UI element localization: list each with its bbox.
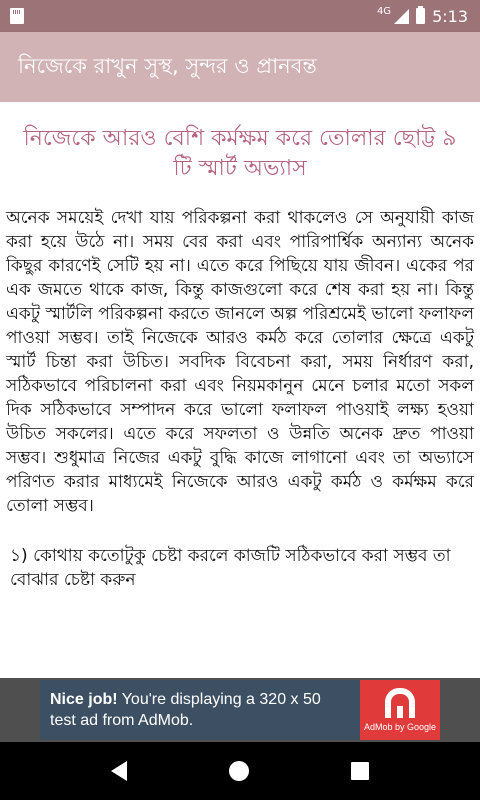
article-body: অনেক সময়েই দেখা যায় পরিকল্পনা করা থাকলেও সে অনুযায়ী কাজ করা হয়ে উঠে না। সময় বের করা এবং পারিপার্শ্বিক অন্যান্য অনেক কিছুর কারণেই সেটি হয় না। এতে করে পিছিয়ে যায় জীবন। একের পর এক জমতে থাকে কাজ, কিন্তু কাজগুলো করে শেষ করা হয় না। কিন্তু একটু স্মার্টলি পরিকল্পনা করতে জানলে অল্প পরিশ্রমেই ভালো ফলাফল পাওয়া সম্ভব। তাই নিজেকে আরও কর্মঠ করে তোলার ক্ষেত্রে একটু স্মার্ট চিন্তা করা উচিত। সবদিক বিবেচনা করা, সময় নির্ধারণ করা, সঠিকভাবে পরিচালনা করা এবং নিয়মকানুন মেনে চলার মতো সকল দিক সঠিকভাবে সম্পাদন করে ভালো ফলাফল পাওয়াই লক্ষ্য হওয়া উচিত সকলের। এতে করে সফলতা ও উন্নতি অনেক দ্রুত পাওয়া সম্ভব। শুধুমাত্র নিজের একটু বুদ্ধি কাজে লাগানো এবং তা অভ্যাসে পরিণত করার মাধ্যমেই নিজেকে আরও একটু কর্মঠ ও কর্মক্ষম করে তোলা সম্ভব। bbox=[6, 208, 474, 516]
status-bar bbox=[0, 0, 480, 32]
ad-body-text: You're displaying a 320 x 50 test ad from AdMob. bbox=[50, 691, 321, 729]
app-title: নিজেকে রাখুন সুস্থ, সুন্দর ও প্রানবন্ত bbox=[18, 53, 317, 78]
ad-banner[interactable] bbox=[0, 678, 480, 742]
article-title: নিজেকে আরও বেশি কর্মক্ষম করে তোলার ছোট্ট ৯ টি স্মার্ট অভ্যাস bbox=[23, 126, 457, 181]
status-left bbox=[10, 8, 24, 24]
back-icon[interactable] bbox=[111, 761, 127, 781]
home-icon[interactable] bbox=[229, 761, 249, 781]
status-time: 5:13 bbox=[432, 6, 468, 26]
network-type: 4G bbox=[376, 5, 392, 17]
signal-icon bbox=[394, 9, 409, 24]
battery-icon bbox=[416, 8, 425, 24]
tip-item-1: ১) কোথায় কতোটুকু চেষ্টা করলে কাজটি সঠিকভাবে করা সম্ভব তা বোঝার চেষ্টা করুন bbox=[10, 546, 451, 590]
ad-text-block[interactable] bbox=[40, 689, 360, 731]
status-right bbox=[377, 7, 468, 26]
ad-headline: Nice job! bbox=[50, 691, 118, 708]
ad-logo-box[interactable] bbox=[360, 680, 440, 740]
app-bar bbox=[0, 32, 480, 102]
recents-icon[interactable] bbox=[351, 762, 369, 780]
ad-creative[interactable] bbox=[40, 680, 440, 740]
admob-logo-icon bbox=[385, 688, 415, 718]
sd-card-icon bbox=[10, 8, 24, 24]
navigation-bar bbox=[0, 742, 480, 800]
article-content[interactable] bbox=[0, 102, 480, 678]
ad-logo-caption: AdMob by Google bbox=[363, 722, 437, 732]
